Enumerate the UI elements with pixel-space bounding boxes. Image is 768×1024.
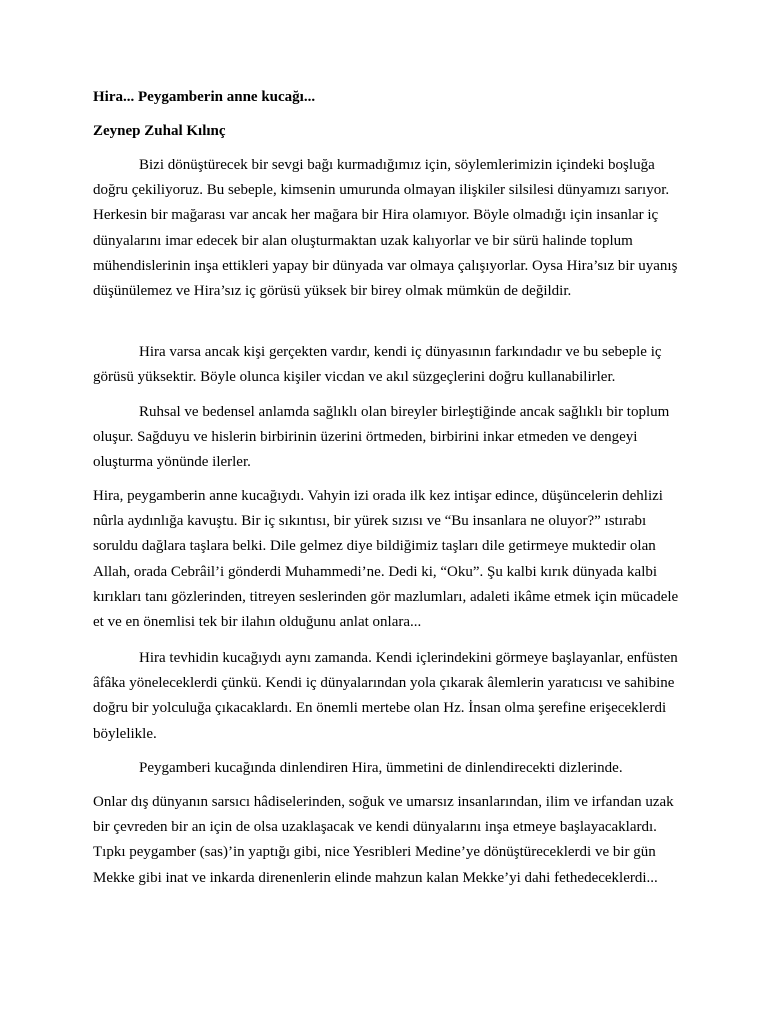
- paragraph-7: Onlar dış dünyanın sarsıcı hâdiselerinden, soğuk ve umarsız insanlarından, ilim ve irfandan uzak bir çevreden bir an için de olsa uzaklaşacak ve kendi dünyalarını inşa etmeye başlayacaklardı. Tıpkı peygamber (sas)’in yaptığı gibi, nice Yesribleri Medine’ye dönüştüreceklerdi ve bir gün Mekke gibi inat ve inkarda direnenlerin elinde mahzun kalan Mekke’yi dahi fethedeceklerdi...: [93, 794, 674, 886]
- paragraph-5: Hira tevhidin kucağıydı aynı zamanda. Kendi içlerindekini görmeye başlayanlar, enfüsten âfâka yöneleceklerdi çünkü. Kendi iç dünyalarından yola çıkarak âlemlerin yaratıcısı ve sahibine doğru bir yolculuğa çıkacaklardı. En önemli mertebe olan Hz. İnsan olma şerefine erişeceklerdi böylelikle.: [93, 650, 678, 742]
- paragraph-2: Hira varsa ancak kişi gerçekten vardır, kendi iç dünyasının farkındadır ve bu sebeple iç görüsü yüksektir. Böyle olunca kişiler vicdan ve akıl süzgeçlerini doğru kullanabilirler.: [93, 344, 662, 386]
- paragraph-1: Bizi dönüştürecek bir sevgi bağı kurmadığımız için, söylemlerimizin içindeki boşluğa doğru çekiliyoruz. Bu sebeple, kimsenin umurunda olmayan ilişkiler silsilesi dünyamızı sarıyor. Herkesin bir mağarası var ancak her mağara bir Hira olamıyor. Böyle olmadığı için insanlar iç dünyalarını imar edecek bir alan oluşturmaktan uzak kalıyorlar ve bir sürü halinde toplum mühendislerinin inşa ettikleri yapay bir dünyada var olmaya çalışıyorlar. Oysa Hira’sız bir uyanış düşünülemez ve Hira’sız iç görüsü yüksek bir birey olmak mümkün de değildir.: [93, 157, 678, 300]
- paragraph-6: Peygamberi kucağında dinlendiren Hira, ümmetini de dinlendirecekti dizlerinde.: [139, 760, 623, 776]
- document-author: Zeynep Zuhal Kılınç: [93, 123, 226, 139]
- paragraph-4: Hira, peygamberin anne kucağıydı. Vahyin izi orada ilk kez intişar edince, düşüncelerin dehlizi nûrla aydınlığa kavuştu. Bir iç sıkıntısı, bir yürek sızısı ve “Bu insanlara ne oluyor?” ıstırabı soruldu dağlara taşlara belki. Dile gelmez diye bildiğimiz taşları dile getirmeye muktedir olan Allah, orada Cebrâil’i gönderdi Muhammedi’ne. Dedi ki, “Oku”. Şu kalbi kırık dünyada kalbi kırıkları tanı gözlerinden, titreyen seslerinden gör mazlumları, adaleti ikâme etmek için mücadele et ve en önemlisi tek bir ilahın olduğunu anlat onlara...: [93, 488, 679, 631]
- paragraph-3: Ruhsal ve bedensel anlamda sağlıklı olan bireyler birleştiğinde ancak sağlıklı bir toplum oluşur. Sağduyu ve hislerin birbirinin üzerini örtmeden, birbirini inkar etmeden ve dengeyi oluşturma yönünde ilerler.: [93, 404, 670, 471]
- document-title: Hira... Peygamberin anne kucağı...: [93, 89, 316, 105]
